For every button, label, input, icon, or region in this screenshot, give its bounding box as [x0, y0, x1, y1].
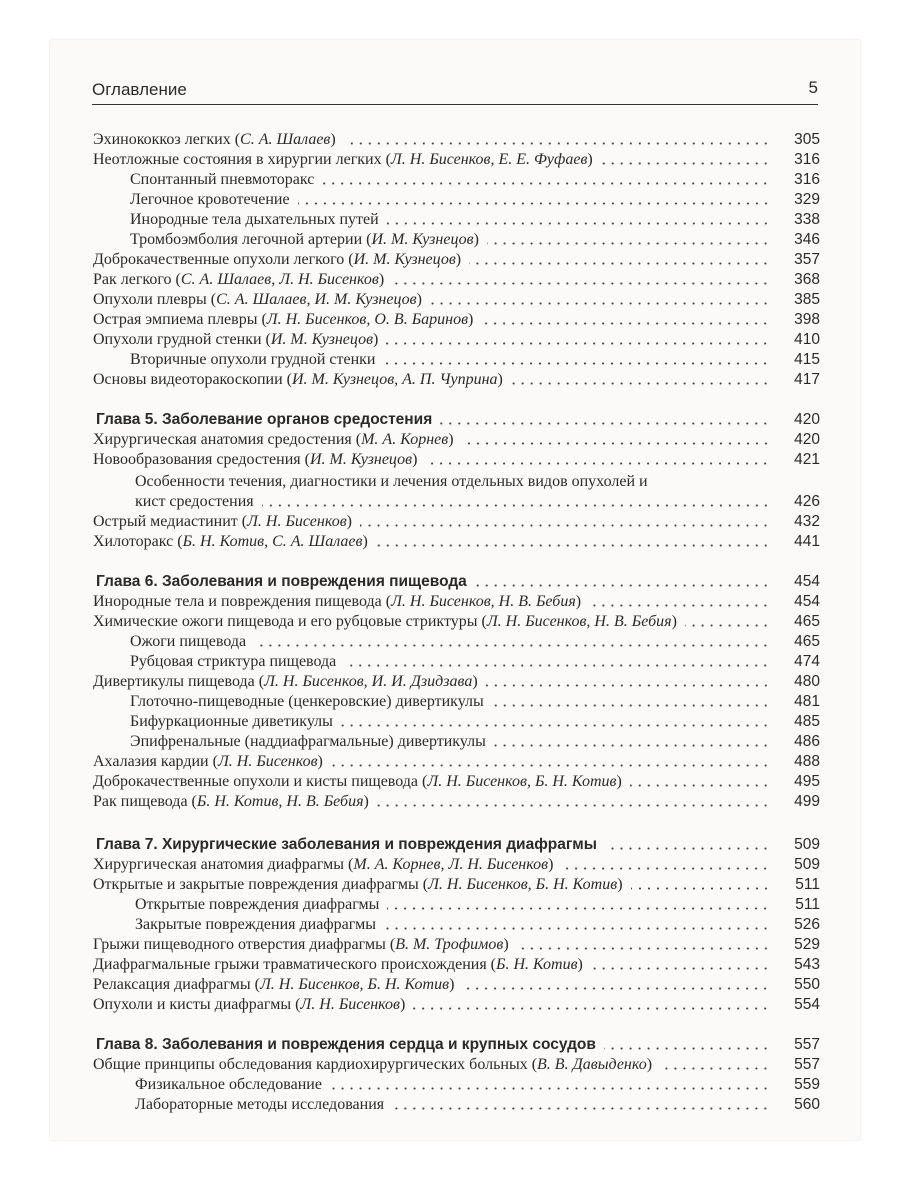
toc-page-number: 410: [794, 331, 820, 348]
toc-entry-title: Инородные тела дыхательных путей: [130, 211, 379, 228]
toc-entry-author: В. В. Давыденко: [537, 1056, 647, 1073]
toc-entry-title: Ахалазия кардии (Л. Н. Бисенков): [93, 753, 323, 770]
dot-leader: [475, 584, 770, 587]
toc-page-number: 420: [794, 411, 820, 428]
dot-leader: [344, 142, 770, 145]
toc-entry-title: Особенности течения, диагностики и лечения отдельных видов опухолей и: [135, 473, 648, 490]
dot-leader: [494, 744, 770, 747]
dot-leader: [384, 927, 770, 930]
toc-entry-title: Рубцовая стриктура пищевода: [130, 653, 337, 670]
toc-entry: [50, 953, 860, 975]
toc-entry-author: Л. Н. Бисенков: [217, 753, 318, 770]
toc-page-number: 454: [794, 593, 820, 610]
toc-entry-author: Л. Н. Бисенков: [247, 513, 347, 530]
toc-page-number: 417: [794, 371, 820, 388]
toc-page-number: 432: [794, 513, 820, 530]
toc-page-number: 368: [794, 271, 820, 288]
toc-entry: [50, 873, 860, 895]
toc-entry-title: Химические ожоги пищевода и его рубцовые стриктуры (Л. Н. Бисенков, Н. В. Бебия): [93, 613, 677, 630]
dot-leader: [517, 947, 770, 950]
dot-leader: [601, 162, 770, 165]
toc-entry: [50, 490, 860, 512]
toc-entry: [50, 368, 860, 390]
toc-entry: [50, 248, 860, 270]
toc-entry: [50, 128, 860, 150]
toc-entry-author: Л. Н. Бисенков, Б. Н. Котив: [427, 773, 617, 790]
dot-leader: [604, 1047, 770, 1050]
toc-entry-title: Бифуркационные диветикулы: [130, 713, 333, 730]
toc-entry-title: Ожоги пищевода: [130, 633, 247, 650]
toc-entry-author: Л. Н. Бисенков, И. И. Дзидзава: [264, 673, 473, 690]
toc-entry-author: Л. Н. Бисенков, О. В. Баринов: [266, 311, 469, 328]
toc-entry-title: Легочное кровотечение: [130, 191, 290, 208]
toc-entry-author: С. А. Шалаев, И. М. Кузнецов: [216, 291, 417, 308]
toc-entry: [50, 510, 860, 532]
toc-entry-title: Общие принципы обследования кардиохирургических больных (В. В. Давыденко): [93, 1056, 653, 1073]
toc-entry: [50, 610, 860, 632]
toc-entry-author: И. М. Кузнецов: [309, 451, 413, 468]
toc-entry-title: Глава 8. Заболевания и повреждения сердца и крупных сосудов: [96, 1036, 596, 1053]
toc-entry-author: Л. Н. Бисенков, Н. В. Бебия: [486, 613, 672, 630]
toc-page-number: 480: [794, 673, 820, 690]
dot-leader: [262, 504, 770, 507]
toc-entry-title: Грыжи пищеводного отверстия диафрагмы (В. М. Трофимов): [93, 936, 509, 953]
toc-entry: [50, 770, 860, 792]
toc-page-number: 465: [794, 613, 820, 630]
toc-entry-title: Рак легкого (С. А. Шалаев, Л. Н. Бисенков): [93, 271, 385, 288]
toc-entry: [50, 308, 860, 330]
dot-leader: [298, 202, 770, 205]
dot-leader: [383, 362, 770, 365]
toc-entry: [50, 670, 860, 692]
toc-entry: [50, 790, 860, 812]
toc-page-number: 316: [794, 171, 820, 188]
toc-page-number: 550: [794, 976, 820, 993]
dot-leader: [589, 604, 770, 607]
toc-entry-title: Закрытые повреждения диафрагмы: [135, 916, 376, 933]
toc-page-number: 526: [794, 916, 820, 933]
toc-page-number: 420: [794, 431, 820, 448]
toc-page-number: 543: [794, 956, 820, 973]
toc-entry-author: Б. Н. Котив, С. А. Шалаев: [182, 533, 363, 550]
dot-leader: [511, 382, 770, 385]
toc-entry: [50, 933, 860, 955]
toc-page-number: 474: [794, 653, 820, 670]
toc-entry: [50, 1073, 860, 1095]
toc-page-number: 511: [795, 876, 820, 893]
toc-entry-title: Инородные тела и повреждения пищевода (Л. Н. Бисенков, Н. В. Бебия): [93, 593, 582, 610]
dot-leader: [387, 222, 770, 225]
dot-leader: [387, 907, 770, 910]
toc-entry-title: Опухоли грудной стенки (И. М. Кузнецов): [93, 331, 379, 348]
toc-page-number: 529: [794, 936, 820, 953]
toc-entry: [50, 448, 860, 470]
toc-entry-title: Открытые повреждения диафрагмы: [135, 896, 380, 913]
toc-entry-author: С. А. Шалаев, Л. Н. Бисенков: [180, 271, 379, 288]
toc-page-number: 398: [794, 311, 820, 328]
toc-entry-title: Острый медиастинит (Л. Н. Бисенков): [93, 513, 352, 530]
toc-entry-title: Глоточно-пищеводные (ценкеровские) дивертикулы: [130, 693, 484, 710]
toc-entry-title: Физикальное обследование: [135, 1076, 322, 1093]
toc-page-number: 488: [794, 753, 820, 770]
toc-entry: [50, 428, 860, 450]
toc-entry: [50, 288, 860, 310]
toc-entry-title: Глава 6. Заболевания и повреждения пищевода: [96, 573, 467, 590]
toc-page-number: 486: [794, 733, 820, 750]
toc-page-number: 305: [794, 131, 820, 148]
toc-entry: [50, 993, 860, 1015]
dot-leader: [440, 422, 770, 425]
toc-page-number: 557: [794, 1056, 820, 1073]
toc-entry-title: Рак пищевода (Б. Н. Котив, Н. В. Бебия): [93, 793, 369, 810]
toc-entry-author: Л. Н. Бисенков, Е. Е. Фуфаев: [390, 151, 588, 168]
dot-leader: [360, 524, 770, 527]
dot-leader: [430, 302, 770, 305]
toc-entry-author: В. М. Трофимов: [395, 936, 504, 953]
toc-entry: [50, 148, 860, 170]
dot-leader: [631, 887, 770, 890]
toc-entry: [50, 348, 860, 370]
toc-entry: [50, 188, 860, 210]
toc-entry: [50, 328, 860, 350]
toc-entry: [50, 168, 860, 190]
dot-leader: [492, 704, 770, 707]
dot-leader: [591, 967, 770, 970]
toc-entry-title: Доброкачественные опухоли и кисты пищевода (Л. Н. Бисенков, Б. Н. Котив): [93, 773, 622, 790]
toc-entry-title: Глава 5. Заболевание органов средостения: [96, 411, 433, 428]
toc-entry: [50, 228, 860, 250]
toc-entry-author: Б. Н. Котив: [496, 956, 578, 973]
toc-entry-title: Опухоли и кисты диафрагмы (Л. Н. Бисенков): [93, 996, 406, 1013]
dot-leader: [376, 544, 770, 547]
toc-page-number: 481: [794, 693, 820, 710]
toc-entry-title: Тромбоэмболия легочной артерии (И. М. Кузнецов): [130, 231, 479, 248]
toc-entry-author: М. А. Корнев, Л. Н. Бисенков: [353, 856, 549, 873]
toc-page-number: 509: [794, 856, 820, 873]
toc-entry: [50, 208, 860, 230]
toc-entry-title: Глава 7. Хирургические заболевания и повреждения диафрагмы: [96, 836, 598, 853]
dot-leader: [392, 282, 770, 285]
dot-leader: [425, 462, 770, 465]
toc-entry-title: Диафрагмальные грыжи травматического происхождения (Б. Н. Котив): [93, 956, 583, 973]
toc-entry: [50, 750, 860, 772]
dot-leader: [377, 804, 770, 807]
dot-leader: [344, 664, 770, 667]
toc-entry-title: Опухоли плевры (С. А. Шалаев, И. М. Кузнецов): [93, 291, 422, 308]
toc-entry-title: Вторичные опухоли грудной стенки: [130, 351, 376, 368]
toc-entry: [50, 650, 860, 672]
toc-page-number: 385: [794, 291, 820, 308]
toc-page-number: 560: [794, 1096, 820, 1113]
toc-entry-author: И. М. Кузнецов, А. П. Чуприна: [292, 371, 498, 388]
dot-leader: [462, 442, 770, 445]
toc-entry-title: Дивертикулы пищевода (Л. Н. Бисенков, И. И. Дзидзава): [93, 673, 478, 690]
toc-entry: [50, 913, 860, 935]
toc-page-number: 357: [794, 251, 820, 268]
toc-entry: [50, 853, 860, 875]
dot-leader: [660, 1067, 770, 1070]
toc-entry-title: Основы видеоторакоскопии (И. М. Кузнецов, А. П. Чуприна): [93, 371, 503, 388]
toc-entry: [50, 1053, 860, 1075]
dot-leader: [386, 342, 770, 345]
dot-leader: [254, 644, 770, 647]
book-page: [50, 40, 860, 1140]
dot-leader: [605, 847, 770, 850]
toc-entry: [50, 630, 860, 652]
toc-entry: [50, 1093, 860, 1115]
dot-leader: [392, 1107, 770, 1110]
toc-entry-title: Эпифренальные (наддиафрагмальные) дивертикулы: [130, 733, 486, 750]
dot-leader: [462, 987, 770, 990]
toc-chapter-heading: [50, 833, 860, 855]
toc-page-number: 421: [794, 451, 820, 468]
toc-page-number: 511: [795, 896, 820, 913]
toc-page-number: 329: [794, 191, 820, 208]
toc-entry-title: Новообразования средостения (И. М. Кузнецов): [93, 451, 418, 468]
toc-entry-author: Л. Н. Бисенков, Б. Н. Котив: [428, 876, 618, 893]
dot-leader: [413, 1007, 770, 1010]
dot-leader: [469, 262, 770, 265]
table-of-contents: [50, 40, 860, 1140]
dot-leader: [486, 684, 770, 687]
dot-leader: [685, 624, 770, 627]
toc-page-number: 557: [794, 1036, 820, 1053]
toc-entry-author: С. А. Шалаев: [240, 131, 331, 148]
toc-entry-title: Хирургическая анатомия диафрагмы (М. А. Корнев, Л. Н. Бисенков): [93, 856, 554, 873]
toc-page-number: 509: [794, 836, 820, 853]
dot-leader: [341, 724, 770, 727]
toc-entry-title: Хирургическая анатомия средостения (М. А. Корнев): [93, 431, 454, 448]
toc-page-number: 415: [794, 351, 820, 368]
toc-entry-author: И. М. Кузнецов: [353, 251, 456, 268]
toc-chapter-heading: [50, 1033, 860, 1055]
dot-leader: [561, 867, 770, 870]
header-title: Оглавление: [92, 80, 187, 99]
toc-entry: [50, 730, 860, 752]
toc-entry-title: Релаксация диафрагмы (Л. Н. Бисенков, Б. Н. Котив): [93, 976, 455, 993]
toc-page-number: 485: [794, 713, 820, 730]
toc-chapter-heading: [50, 570, 860, 592]
dot-leader: [630, 784, 770, 787]
toc-entry-title: кист средостения: [135, 493, 254, 510]
toc-entry-author: И. М. Кузнецов: [270, 331, 374, 348]
toc-entry-title: Доброкачественные опухоли легкого (И. М. Кузнецов): [93, 251, 462, 268]
toc-entry-title: Лабораторные методы исследования: [135, 1096, 385, 1113]
toc-entry-author: Л. Н. Бисенков, Б. Н. Котив: [259, 976, 450, 993]
toc-entry: [50, 470, 860, 492]
toc-page-number: 426: [794, 493, 820, 510]
toc-page-number: 316: [794, 151, 820, 168]
toc-entry-title: Открытые и закрытые повреждения диафрагмы (Л. Н. Бисенков, Б. Н. Котив): [93, 876, 623, 893]
toc-entry-title: Неотложные состояния в хирургии легких (Л. Н. Бисенков, Е. Е. Фуфаев): [93, 151, 593, 168]
toc-page-number: 499: [794, 793, 820, 810]
toc-entry: [50, 710, 860, 732]
toc-entry: [50, 690, 860, 712]
toc-entry-author: М. А. Корнев: [361, 431, 449, 448]
toc-entry: [50, 530, 860, 552]
toc-entry-title: Острая эмпиема плевры (Л. Н. Бисенков, О. В. Баринов): [93, 311, 474, 328]
header-page-number: 5: [808, 78, 818, 97]
toc-page-number: 338: [794, 211, 820, 228]
toc-page-number: 441: [794, 533, 820, 550]
toc-entry: [50, 893, 860, 915]
toc-entry-author: И. М. Кузнецов: [371, 231, 474, 248]
dot-leader: [322, 182, 770, 185]
toc-page-number: 559: [794, 1076, 820, 1093]
toc-page-number: 554: [794, 996, 820, 1013]
toc-entry: [50, 268, 860, 290]
toc-page-number: 465: [794, 633, 820, 650]
toc-entry-title: Эхинококкоз легких (С. А. Шалаев): [93, 131, 336, 148]
dot-leader: [330, 1087, 770, 1090]
toc-entry: [50, 590, 860, 612]
toc-entry-title: Спонтанный пневмоторакс: [130, 171, 315, 188]
toc-page-number: 454: [794, 573, 820, 590]
toc-entry: [50, 973, 860, 995]
dot-leader: [481, 322, 770, 325]
toc-page-number: 495: [794, 773, 820, 790]
dot-leader: [331, 764, 770, 767]
dot-leader: [487, 242, 770, 245]
toc-page-number: 346: [794, 231, 820, 248]
toc-entry-author: Л. Н. Бисенков, Н. В. Бебия: [391, 593, 576, 610]
toc-entry-title: Хилоторакс (Б. Н. Котив, С. А. Шалаев): [93, 533, 368, 550]
toc-entry-author: Л. Н. Бисенков: [300, 996, 400, 1013]
toc-chapter-heading: [50, 408, 860, 430]
dot-leader: [656, 484, 770, 487]
toc-entry-author: Б. Н. Котив, Н. В. Бебия: [196, 793, 364, 810]
